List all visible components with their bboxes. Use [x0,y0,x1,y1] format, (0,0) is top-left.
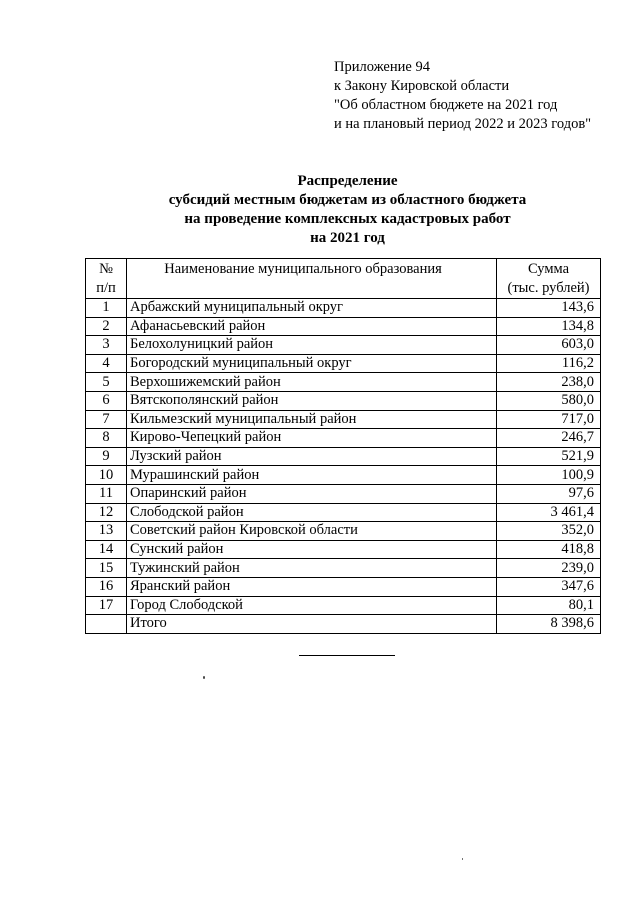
row-sum: 239,0 [497,559,601,578]
table-row [86,410,601,429]
row-sum: 352,0 [497,522,601,541]
row-name: Кирово-Чепецкий район [127,429,497,448]
row-sum: 347,6 [497,577,601,596]
table-row [86,559,601,578]
row-sum: 580,0 [497,391,601,410]
row-number: 12 [86,503,127,522]
row-number: 1 [86,299,127,318]
row-name: Афанасьевский район [127,317,497,336]
row-sum: 418,8 [497,540,601,559]
appendix-line: "Об областном бюджете на 2021 год [334,97,558,113]
header-name: Наименование муниципального образования [127,259,497,299]
row-sum: 97,6 [497,484,601,503]
appendix-line: к Закону Кировской области [334,78,510,94]
row-sum: 238,0 [497,373,601,392]
table-row [86,484,601,503]
table-total-row [86,615,601,634]
row-sum: 116,2 [497,354,601,373]
table-row [86,522,601,541]
row-number: 6 [86,391,127,410]
table-header-row [86,259,601,299]
subsidy-table [85,258,601,634]
header-number [86,259,127,299]
row-sum: 8 398,6 [497,615,601,634]
row-number: 14 [86,540,127,559]
appendix-line: Приложение 94 [334,59,430,75]
appendix-line: и на плановый период 2022 и 2023 годов" [334,116,592,132]
table-row [86,373,601,392]
row-name: Верхошижемский район [127,373,497,392]
row-number: 11 [86,484,127,503]
table-row [86,596,601,615]
row-name: Опаринский район [127,484,497,503]
row-number: 15 [86,559,127,578]
header-sum-line2: (тыс. рублей) [507,280,590,296]
row-name: Советский район Кировской области [127,522,497,541]
row-name: Кильмезский муниципальный район [127,410,497,429]
table-row [86,503,601,522]
scan-speck [462,858,463,860]
document-title [0,172,640,248]
title-line: Распределение [297,173,398,189]
table-row [86,429,601,448]
row-sum: 521,9 [497,447,601,466]
row-number: 17 [86,596,127,615]
table-row [86,336,601,355]
row-name: Яранский район [127,577,497,596]
row-name: Итого [127,615,497,634]
table-body [86,299,601,634]
header-number-line2: п/п [96,280,116,296]
row-sum: 80,1 [497,596,601,615]
row-number: 2 [86,317,127,336]
row-sum: 134,8 [497,317,601,336]
row-name: Арбажский муниципальный округ [127,299,497,318]
row-sum: 143,6 [497,299,601,318]
row-number: 5 [86,373,127,392]
table-row [86,540,601,559]
row-number: 13 [86,522,127,541]
row-sum: 100,9 [497,466,601,485]
row-name: Тужинский район [127,559,497,578]
row-name: Мурашинский район [127,466,497,485]
row-number: 10 [86,466,127,485]
row-name: Белохолуницкий район [127,336,497,355]
signature-line [299,655,395,656]
row-sum: 717,0 [497,410,601,429]
title-line: на 2021 год [310,230,385,246]
row-number: 7 [86,410,127,429]
row-number: 16 [86,577,127,596]
title-line: на проведение комплексных кадастровых работ [184,211,511,227]
appendix-header [334,58,591,134]
header-sum [497,259,601,299]
row-sum: 3 461,4 [497,503,601,522]
table-row [86,577,601,596]
row-sum: 246,7 [497,429,601,448]
row-name: Богородский муниципальный округ [127,354,497,373]
table-row [86,466,601,485]
table-row [86,354,601,373]
row-number [86,615,127,634]
row-sum: 603,0 [497,336,601,355]
row-number: 9 [86,447,127,466]
table-row [86,299,601,318]
row-name: Город Слободской [127,596,497,615]
table-row [86,391,601,410]
scan-speck [203,676,205,679]
table-row [86,447,601,466]
row-number: 8 [86,429,127,448]
table-row [86,317,601,336]
row-number: 3 [86,336,127,355]
header-sum-line1: Сумма [527,261,570,277]
row-name: Сунский район [127,540,497,559]
row-number: 4 [86,354,127,373]
header-number-line1: № [99,261,113,277]
row-name: Слободской район [127,503,497,522]
row-name: Вятскополянский район [127,391,497,410]
row-name: Лузский район [127,447,497,466]
title-line: субсидий местным бюджетам из областного бюджета [168,192,527,208]
